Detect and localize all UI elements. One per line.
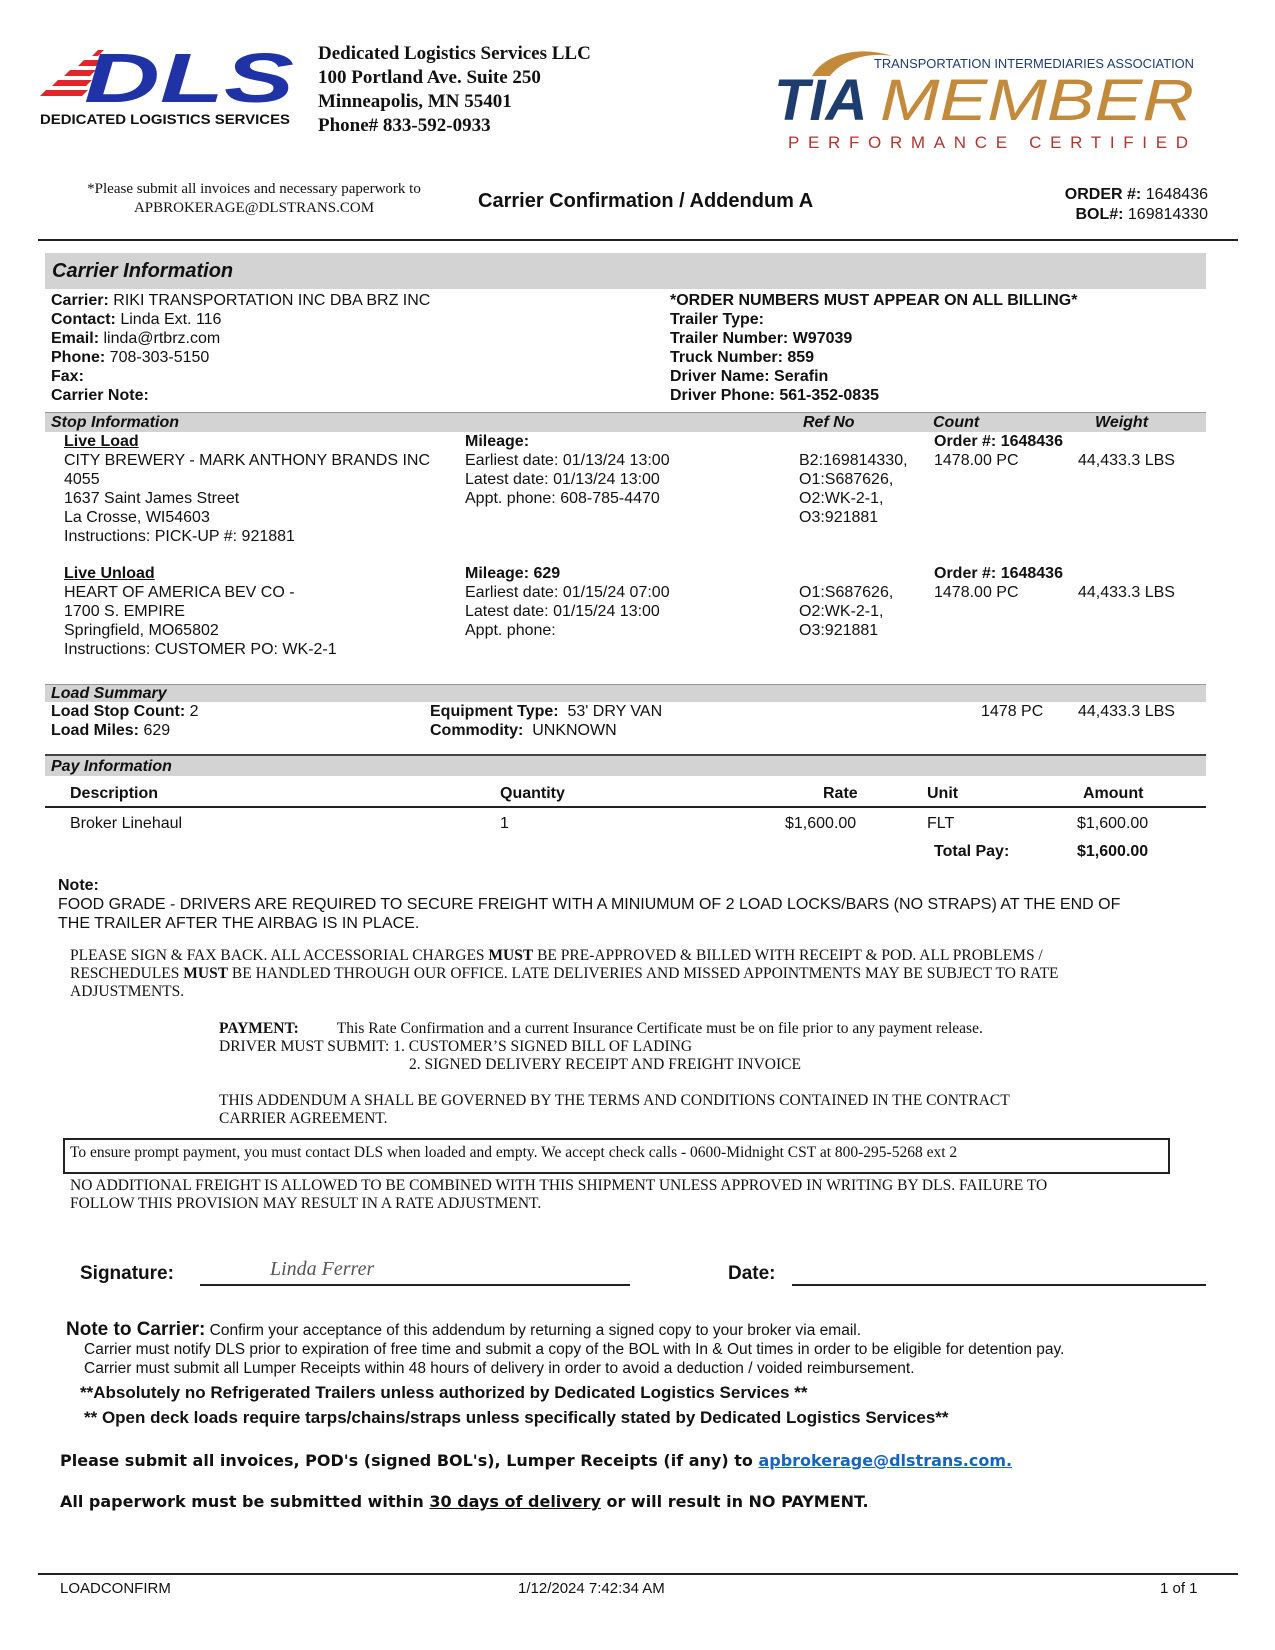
bol-value: 169814330 — [1127, 206, 1208, 223]
stop-1-name: CITY BREWERY - MARK ANTHONY BRANDS INC — [64, 452, 430, 469]
stop-1-order: Order #: 1648436 — [934, 433, 1063, 450]
carrier-details — [51, 291, 430, 405]
load-miles-value: 629 — [143, 722, 171, 739]
dls-logo-text: DLS — [84, 42, 294, 117]
stop-1-line2: 4055 — [64, 471, 100, 488]
stop-1-latest: Latest date: 01/13/24 13:00 — [465, 471, 660, 488]
commodity-label: Commodity: — [430, 722, 524, 739]
payment-label: PAYMENT: — [219, 1020, 299, 1037]
count-header: Count — [933, 414, 980, 431]
stop-1-ref3: O2:WK-2-1, — [799, 490, 884, 507]
email-value: linda@rtbrz.com — [103, 330, 221, 347]
submit-note-line1: *Please submit all invoices and necessary paperwork to — [87, 181, 421, 197]
equipment-value: 53' DRY VAN — [567, 703, 663, 720]
contact-value: Linda Ext. 116 — [120, 311, 222, 328]
no-additional-freight — [70, 1177, 1047, 1213]
stop-1-ref1: B2:169814330, — [799, 452, 908, 469]
pay-row-description: Broker Linehaul — [70, 815, 183, 832]
stop-1-appt-phone: Appt. phone: 608-785-4470 — [465, 490, 660, 507]
total-pay-value: $1,600.00 — [1077, 843, 1149, 860]
date-label: Date: — [728, 1263, 776, 1284]
submit-paperwork-note — [62, 180, 446, 218]
date-line[interactable] — [792, 1284, 1206, 1286]
stop-1-type: Live Load — [64, 433, 139, 450]
stop-1-refs — [799, 451, 908, 527]
bol-label: BOL#: — [1075, 206, 1124, 223]
load-summary-middle — [430, 702, 662, 740]
truck-number: Truck Number: 859 — [670, 349, 815, 366]
stop-1-city: La Crosse, WI54603 — [64, 509, 210, 526]
stop-info-heading-bar — [45, 412, 1206, 432]
tia-member-badge — [774, 44, 1204, 156]
submit-note-email: APBROKERAGE@DLSTRANS.COM — [133, 200, 375, 216]
submit-all-instructions — [60, 1451, 1012, 1470]
sign-fax-text-b: BE PRE-APPROVED & BILLED WITH RECEIPT & POD. ALL PROBLEMS / — [533, 947, 1043, 964]
adjustments-text: ADJUSTMENTS. — [70, 983, 185, 1000]
stop-2-location — [64, 564, 337, 659]
stop-1-mileage: Mileage: — [465, 433, 530, 450]
stop-1-location — [64, 432, 430, 546]
footer-timestamp: 1/12/2024 7:42:34 AM — [518, 1580, 665, 1597]
stop-count-value: 2 — [189, 703, 199, 720]
weight-header: Weight — [1095, 414, 1149, 431]
carrier-label: Carrier: — [51, 292, 109, 309]
trailer-details — [670, 291, 1077, 405]
carrier-note-line1: Confirm your acceptance of this addendum by returning a signed copy to your broker via email. — [209, 1322, 862, 1339]
phone-label: Phone: — [51, 349, 106, 366]
order-label: ORDER #: — [1064, 186, 1142, 203]
tia-association-text: TRANSPORTATION INTERMEDIARIES ASSOCIATION — [874, 56, 1194, 71]
driver-name: Driver Name: Serafin — [670, 368, 829, 385]
load-summary-weight: 44,433.3 LBS — [1078, 703, 1175, 720]
stop-1-instructions: Instructions: PICK-UP #: 921881 — [64, 528, 295, 545]
signature-line[interactable] — [200, 1284, 630, 1286]
pay-row-quantity: 1 — [500, 815, 509, 832]
stop-2-name: HEART OF AMERICA BEV CO - — [64, 584, 295, 601]
handwritten-signature: Linda Ferrer — [270, 1258, 375, 1280]
pay-col-description: Description — [70, 785, 159, 802]
note-to-carrier — [66, 1320, 1064, 1378]
pay-header-rule — [45, 806, 1206, 808]
stop-2-mileage: Mileage: 629 — [465, 565, 561, 582]
tia-certified-text: PERFORMANCE CERTIFIED — [788, 133, 1188, 152]
check-call-notice: To ensure prompt payment, you must contact DLS when loaded and empty. We accept check calls - 0600-Midnight CST at 800-295-5268 ext 2 — [63, 1138, 1170, 1174]
load-summary-left — [51, 702, 199, 740]
total-pay-label: Total Pay: — [934, 843, 1010, 860]
stop-2-address: Springfield, MO65802 — [64, 622, 219, 639]
note-line2: THE TRAILER AFTER THE AIRBAG IS IN PLACE. — [58, 915, 420, 932]
payment-terms — [219, 1020, 1010, 1128]
addendum-line2: CARRIER AGREEMENT. — [219, 1110, 388, 1127]
phone-value: 708-303-5150 — [109, 349, 210, 366]
addendum-line1: THIS ADDENDUM A SHALL BE GOVERNED BY THE TERMS AND CONDITIONS CONTAINED IN THE CONTRACT — [219, 1092, 1010, 1109]
company-address — [318, 42, 591, 138]
tia-letters: TIA — [774, 68, 868, 133]
contact-label: Contact: — [51, 311, 116, 328]
fax-label: Fax: — [51, 368, 84, 385]
must-emphasis-2: MUST — [183, 965, 229, 982]
tia-member-text: MEMBER — [880, 68, 1194, 133]
submit-all-text: Please submit all invoices, POD's (signed BOL's), Lumper Receipts (if any) to — [60, 1451, 759, 1470]
reschedules-text-a: RESCHEDULES — [70, 965, 184, 982]
pay-col-quantity: Quantity — [500, 785, 565, 802]
carrier-note-label: Carrier Note: — [51, 387, 149, 404]
driver-phone: Driver Phone: 561-352-0835 — [670, 387, 879, 404]
pay-row-rate: $1,600.00 — [785, 815, 857, 832]
stop-1-weight: 44,433.3 LBS — [1078, 452, 1175, 469]
note-to-carrier-label: Note to Carrier: — [66, 1319, 206, 1340]
paperwork-text-c: or will result in NO PAYMENT. — [600, 1492, 869, 1511]
dls-logo-subtitle: DEDICATED LOGISTICS SERVICES — [40, 112, 290, 127]
order-value: 1648436 — [1145, 186, 1208, 203]
load-miles-label: Load Miles: — [51, 722, 140, 739]
carrier-info-heading: Carrier Information — [45, 253, 1206, 289]
pay-info-heading: Pay Information — [45, 754, 1206, 776]
order-numbers — [930, 185, 1208, 225]
trailer-number: Trailer Number: W97039 — [670, 330, 853, 347]
stop-2-schedule — [465, 564, 670, 640]
stop-2-type: Live Unload — [64, 565, 155, 582]
dls-logo — [40, 42, 302, 138]
load-summary-heading: Load Summary — [45, 684, 1206, 702]
carrier-note-line3: Carrier must submit all Lumper Receipts within 48 hours of delivery in order to avoid a deduction / voided reimbursement. — [84, 1360, 915, 1377]
no-freight-line2: FOLLOW THIS PROVISION MAY RESULT IN A RATE ADJUSTMENT. — [70, 1195, 542, 1212]
carrier-value: RIKI TRANSPORTATION INC DBA BRZ INC — [113, 292, 431, 309]
stop-1-address: 1637 Saint James Street — [64, 490, 240, 507]
must-emphasis-1: MUST — [488, 947, 534, 964]
payment-text: This Rate Confirmation and a current Insurance Certificate must be on file prior to any payment release. — [336, 1020, 983, 1037]
stop-1-earliest: Earliest date: 01/13/24 13:00 — [465, 452, 670, 469]
stop-2-ref2: O2:WK-2-1, — [799, 603, 884, 620]
company-address-line2: Minneapolis, MN 55401 — [318, 91, 512, 112]
email-label: Email: — [51, 330, 100, 347]
header-divider — [38, 239, 1238, 241]
sign-fax-paragraph — [70, 947, 1059, 1001]
paperwork-text-a: All paperwork must be submitted within — [60, 1492, 430, 1511]
trailer-type: Trailer Type: — [670, 311, 764, 328]
stop-1-ref2: O1:S687626, — [799, 471, 894, 488]
sign-fax-text-a: PLEASE SIGN & FAX BACK. ALL ACCESSORIAL CHARGES — [70, 947, 489, 964]
pay-row-amount: $1,600.00 — [1077, 815, 1149, 832]
stop-2-appt-phone: Appt. phone: — [465, 622, 556, 639]
no-refrigerated-notice: **Absolutely no Refrigerated Trailers unless authorized by Dedicated Logistics Services ** — [80, 1383, 808, 1402]
stop-1-schedule — [465, 432, 670, 508]
carrier-note-line2: Carrier must notify DLS prior to expiration of free time and submit a copy of the BOL with In & Out times in order to be eligible for detention pay. — [84, 1341, 1065, 1358]
pay-col-unit: Unit — [927, 785, 959, 802]
commodity-value: UNKNOWN — [532, 722, 617, 739]
stop-2-line2: 1700 S. EMPIRE — [64, 603, 185, 620]
stop-2-instructions: Instructions: CUSTOMER PO: WK-2-1 — [64, 641, 337, 658]
stop-2-order: Order #: 1648436 — [934, 565, 1063, 582]
apbrokerage-email-link[interactable]: apbrokerage@dlstrans.com. — [758, 1451, 1013, 1470]
stop-2-weight: 44,433.3 LBS — [1078, 584, 1175, 601]
driver-submit-2: 2. SIGNED DELIVERY RECEIPT AND FREIGHT INVOICE — [409, 1056, 801, 1073]
driver-submit-1: DRIVER MUST SUBMIT: 1. CUSTOMER’S SIGNED BILL OF LADING — [219, 1038, 693, 1055]
signature-label: Signature: — [80, 1263, 174, 1284]
paperwork-deadline-days: 30 days of delivery — [429, 1492, 601, 1511]
food-grade-note — [58, 876, 1120, 933]
stop-2-count: 1478.00 PC — [934, 584, 1019, 601]
equipment-label: Equipment Type: — [430, 703, 559, 720]
company-name: Dedicated Logistics Services LLC — [318, 43, 591, 64]
note-label: Note: — [58, 877, 99, 894]
stop-count-label: Load Stop Count: — [51, 703, 186, 720]
ref-no-header: Ref No — [803, 414, 855, 431]
footer-form-id: LOADCONFIRM — [60, 1580, 171, 1597]
pay-row-unit: FLT — [927, 815, 955, 832]
company-address-line1: 100 Portland Ave. Suite 250 — [318, 67, 541, 88]
stop-info-heading: Stop Information — [51, 414, 179, 431]
load-summary-pc: 1478 PC — [981, 703, 1044, 720]
billing-notice: *ORDER NUMBERS MUST APPEAR ON ALL BILLING* — [670, 292, 1078, 309]
footer-divider — [38, 1573, 1238, 1575]
stop-2-ref1: O1:S687626, — [799, 584, 894, 601]
no-freight-line1: NO ADDITIONAL FREIGHT IS ALLOWED TO BE COMBINED WITH THIS SHIPMENT UNLESS APPROVED IN WRITING BY DLS. FAILURE TO — [70, 1177, 1048, 1194]
stop-2-refs — [799, 583, 893, 640]
paperwork-deadline — [60, 1492, 869, 1511]
note-line1: FOOD GRADE - DRIVERS ARE REQUIRED TO SECURE FREIGHT WITH A MINIUMUM OF 2 LOAD LOCKS/BARS (NO STRAPS) AT THE END OF — [58, 896, 1121, 913]
stop-2-ref3: O3:921881 — [799, 622, 879, 639]
open-deck-notice: ** Open deck loads require tarps/chains/straps unless specifically stated by Dedicated Logistics Services** — [84, 1408, 949, 1427]
stop-2-earliest: Earliest date: 01/15/24 07:00 — [465, 584, 670, 601]
company-phone: Phone# 833-592-0933 — [318, 115, 491, 136]
stop-2-latest: Latest date: 01/15/24 13:00 — [465, 603, 660, 620]
document-title: Carrier Confirmation / Addendum A — [478, 190, 814, 212]
stop-1-count: 1478.00 PC — [934, 452, 1019, 469]
stop-1-ref4: O3:921881 — [799, 509, 879, 526]
pay-col-rate: Rate — [823, 785, 858, 802]
footer-page-number: 1 of 1 — [1160, 1580, 1198, 1597]
pay-col-amount: Amount — [1083, 785, 1144, 802]
reschedules-text-b: BE HANDLED THROUGH OUR OFFICE. LATE DELIVERIES AND MISSED APPOINTMENTS MAY BE SUBJECT TO RATE — [228, 965, 1059, 982]
